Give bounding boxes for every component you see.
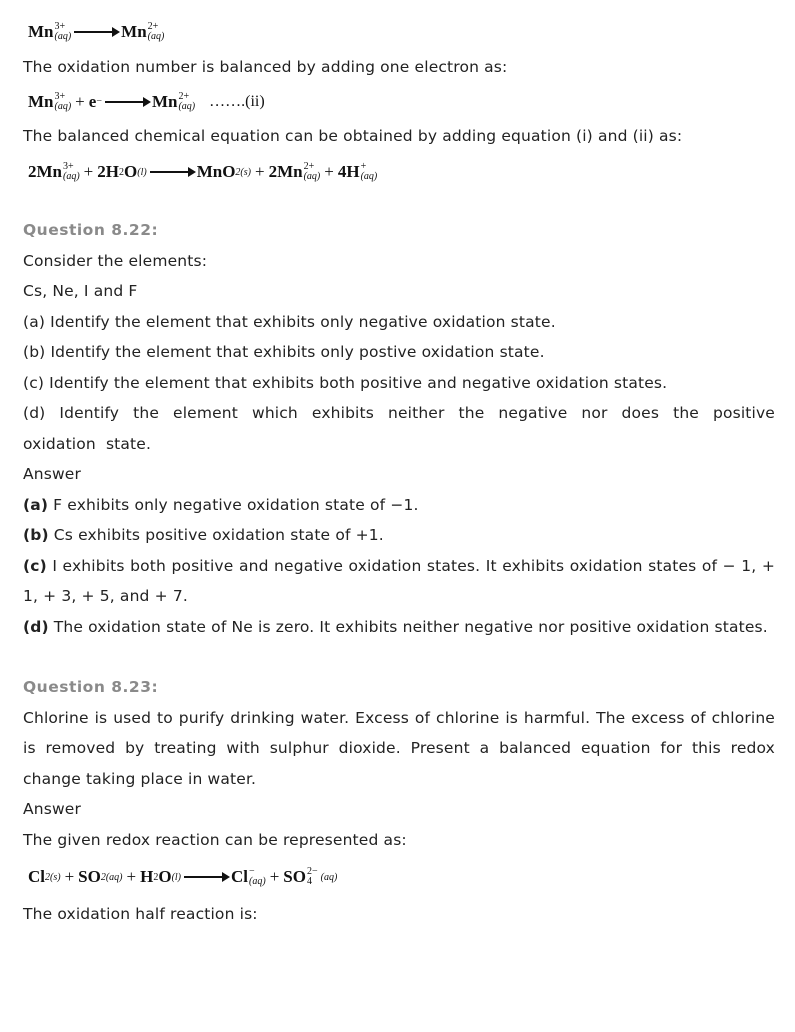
- answer-text: Cs exhibits positive oxidation state of +1.: [48, 526, 384, 544]
- eq-plus: +: [75, 91, 85, 111]
- answer-part-label: (a): [23, 495, 49, 514]
- eq-plus: +: [64, 867, 75, 886]
- eq-sub: (aq): [360, 171, 378, 182]
- eq-sub: (l): [171, 871, 182, 883]
- eq-sub: (aq): [303, 171, 321, 182]
- eq-sub: 2(s): [235, 166, 251, 178]
- reaction-arrow: [184, 876, 228, 878]
- eq-sub: (aq): [178, 100, 196, 112]
- question-heading: Question 8.23:: [23, 678, 159, 696]
- question-heading: Question 8.22:: [23, 221, 159, 239]
- eq-term: MnO: [196, 162, 236, 181]
- equation-chlorine: [23, 855, 775, 899]
- eq-plus: +: [126, 867, 137, 886]
- eq-term: SO: [283, 867, 306, 886]
- eq-term: Mn: [151, 91, 178, 111]
- eq-sub: (aq): [249, 876, 266, 887]
- eq-term: e: [88, 91, 97, 111]
- paragraph-half-reaction: The oxidation half reaction is:: [23, 905, 258, 923]
- equation-mn-reduction: [23, 12, 775, 52]
- question-line: (c) Identify the element that exhibits both positive and negative oxidation states.: [23, 373, 668, 392]
- equation-balanced: [23, 151, 775, 193]
- answer-text: I exhibits both positive and negative oxidation states. It exhibits oxidation states of − 1, + 1, + 3, + 5, and + 7.: [23, 556, 775, 605]
- eq-sub: (aq): [320, 871, 338, 883]
- paragraph-balanced: The balanced chemical equation can be obtained by adding equation (i) and (ii) as:: [23, 126, 683, 145]
- eq-sub: (aq): [54, 100, 72, 112]
- eq-term: O: [124, 162, 138, 181]
- answer-label: Answer: [23, 465, 81, 483]
- answer-part-label: (c): [23, 556, 47, 575]
- eq-term: 4H: [337, 162, 360, 181]
- eq-sub: 2: [119, 166, 124, 178]
- answer-line: [23, 551, 775, 612]
- eq-term: O: [158, 867, 172, 886]
- document-page: [23, 12, 775, 930]
- answer-line: [23, 612, 775, 643]
- question-line: Cs, Ne, I and F: [23, 282, 138, 300]
- eq-plus: +: [324, 162, 334, 181]
- eq-plus: +: [254, 162, 265, 181]
- eq-sub: (aq): [63, 171, 80, 182]
- eq-plus: +: [83, 162, 94, 181]
- question-text: Chlorine is used to purify drinking water. Excess of chlorine is harmful. The excess of chlorine is removed by treating with sulphur dioxide. Present a balanced equation for this redox change taking place in water.: [23, 708, 775, 788]
- answer-part-label: (b): [23, 526, 49, 544]
- eq-sup: −: [249, 866, 255, 877]
- answer-line: [23, 520, 775, 551]
- eq-sup: −: [96, 96, 102, 107]
- eq-sup: 2−: [306, 866, 318, 877]
- eq-term: 2Mn: [268, 162, 303, 181]
- answer-label: Answer: [23, 800, 81, 818]
- reaction-arrow: [150, 171, 194, 173]
- reaction-arrow: [105, 101, 149, 103]
- answer-text: The oxidation state of Ne is zero. It exhibits neither negative nor positive oxidation states.: [48, 617, 768, 636]
- eq-sup: 2+: [147, 21, 159, 32]
- eq-term: Mn: [28, 22, 54, 41]
- eq-sub: 4: [306, 876, 312, 887]
- eq-term: Cl: [28, 867, 45, 886]
- question-line: Consider the elements:: [23, 251, 208, 270]
- answer-text: F exhibits only negative oxidation state of −1.: [48, 495, 419, 514]
- eq-sub: (l): [137, 166, 147, 178]
- eq-sup: 3+: [54, 90, 66, 102]
- eq-sub: 2(s): [45, 871, 61, 883]
- eq-term: H: [140, 867, 154, 886]
- equation-ii: [23, 83, 775, 121]
- paragraph-redox: The given redox reaction can be represented as:: [23, 830, 407, 849]
- eq-sub: 2: [153, 871, 159, 883]
- eq-sub: (aq): [54, 31, 72, 42]
- question-line: (b) Identify the element that exhibits only postive oxidation state.: [23, 343, 545, 361]
- answer-part-label: (d): [23, 617, 49, 636]
- eq-plus: +: [269, 867, 280, 886]
- eq-term: Cl: [231, 867, 249, 886]
- eq-sub: 2(aq): [100, 871, 123, 883]
- eq-term: SO: [78, 867, 101, 886]
- eq-sup: +: [360, 161, 367, 172]
- paragraph-intro: The oxidation number is balanced by adding one electron as:: [23, 58, 508, 76]
- reaction-arrow: [74, 31, 118, 33]
- question-line: (a) Identify the element that exhibits only negative oxidation state.: [23, 312, 556, 331]
- eq-sup: 3+: [54, 21, 66, 32]
- eq-sup: 2+: [178, 90, 190, 102]
- answer-line: [23, 490, 775, 521]
- eq-sup: 3+: [63, 161, 74, 172]
- eq-term: 2Mn: [28, 162, 62, 181]
- equation-tag: …….(ii): [209, 92, 265, 110]
- eq-sub: (aq): [147, 31, 165, 42]
- eq-term: Mn: [28, 91, 54, 111]
- eq-sup: 2+: [303, 161, 315, 172]
- question-line: (d) Identify the element which exhibits neither the negative nor does the positive oxidation state.: [23, 404, 775, 453]
- eq-term: Mn: [121, 22, 147, 41]
- eq-term: 2H: [97, 162, 119, 181]
